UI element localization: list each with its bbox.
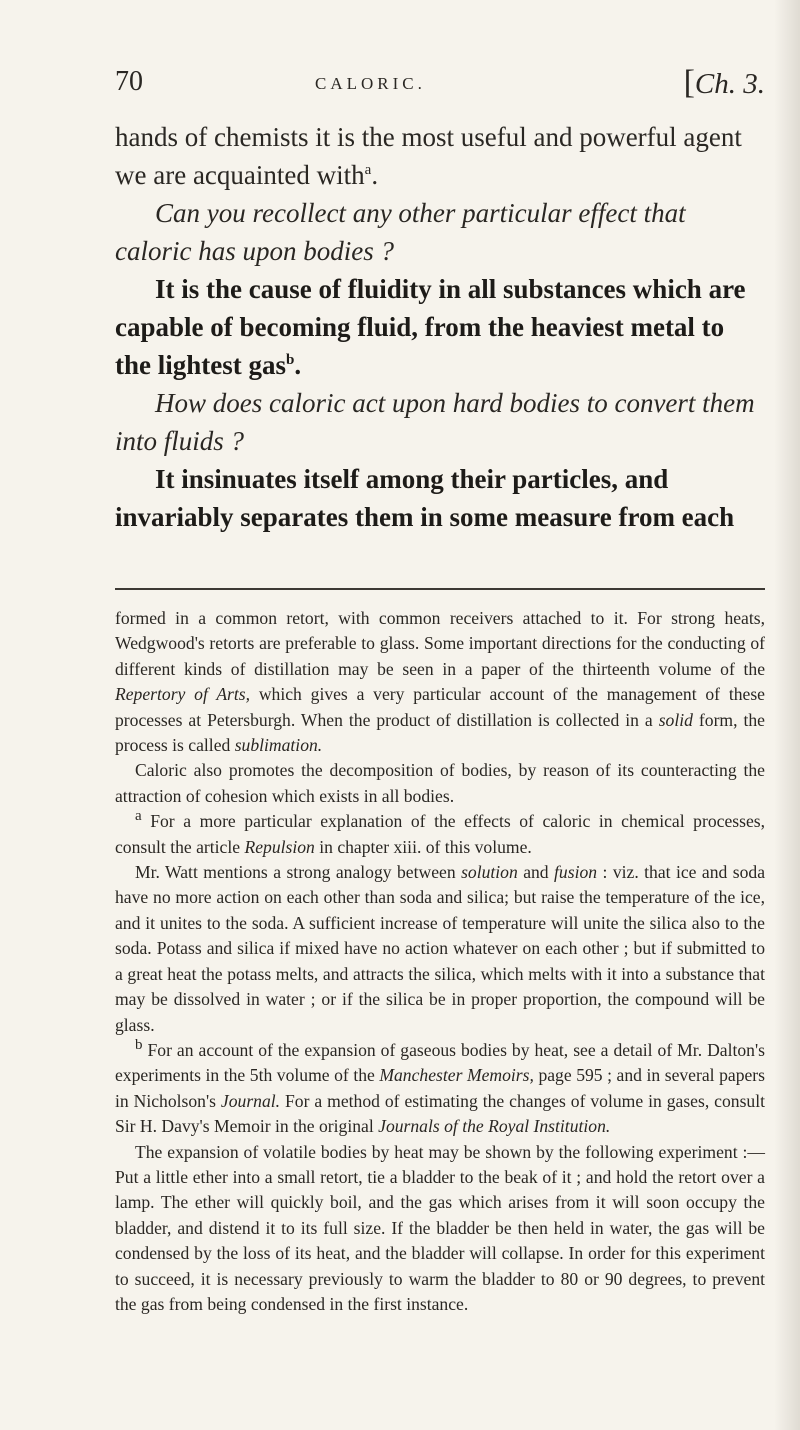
running-header: [115, 62, 765, 102]
page-number: 70: [115, 66, 143, 97]
chapter-label: Ch. 3.: [694, 68, 765, 100]
footnote-divider: [115, 588, 765, 590]
footnotes: [115, 606, 765, 1317]
answer-1: It is the cause of fluidity in all substances which are capable of becoming fluid, from the heaviest metal to the lightest gas$^b$.: [115, 274, 746, 380]
footnote-expansion-paragraph: The expansion of volatile bodies by heat may be shown by the following experiment :—Put a little ether into a small retort, tie a bladder to the beak of it ; and hold the retort over a lamp. The ether will quickly boil, and the gas which arises from it will soon occupy the bladder, and distend it to its full size. If the bladder be then held in water, the gas will be condensed by the loss of its heat, and the bladder will collapse. In order for this experiment to succeed, it is necessary previously to warm the bladder to 80 or 90 degrees, to prevent the gas from being condensed in the first instance.: [115, 1141, 765, 1314]
footnote-marker-b: b: [135, 1037, 143, 1054]
footnote-ref-b: b: [286, 352, 295, 368]
chapter-reference: [Ch. 3.: [683, 64, 765, 101]
footnote-caloric-paragraph: Caloric also promotes the decomposition of bodies, by reason of its counteracting the attraction of cohesion which exists in all bodies.: [115, 760, 765, 806]
answer-2: It insinuates itself among their particles, and invariably separates them in some measure from each: [115, 464, 735, 532]
continuation-paragraph: hands of chemists it is the most useful and powerful agent we are acquainted with$^a$.: [115, 122, 742, 190]
footnote-watt-paragraph: Mr. Watt mentions a strong analogy between solution and fusion : viz. that ice and soda have no more action on each other than soda and silica; but raise the temperature of the ice, and it unites to the soda. A sufficient increase of temperature will unite the silica also to the soda. Potass and silica if mixed have no action whatever on each other ; but if submitted to a great heat the potass melts, and attracts the silica, which melts with it into a substance that may be dissolved in water ; or if the silica be in proper proportion, the compound will be glass.: [115, 862, 765, 1035]
footnote-b: $^b$ For an account of the expansion of gaseous bodies by heat, see a detail of Mr. Dalton's experiments in the 5th volume of the Manchester Memoirs, page 595 ; and in several papers in Nicholson's Journal. For a method of estimating the changes of volume in gases, consult Sir H. Davy's Memoir in the original Journals of the Royal Institution.: [115, 1037, 765, 1137]
main-text: [115, 118, 765, 536]
question-2: How does caloric act upon hard bodies to convert them into fluids ?: [115, 388, 755, 456]
footnote-a: $^a$ For a more particular explanation of the effects of caloric in chemical processes, consult the article Repulsion in chapter xiii. of this volume.: [115, 808, 765, 857]
page-edge-shadow: [774, 0, 800, 1430]
running-title: CALORIC.: [315, 74, 426, 93]
footnote-continuation: formed in a common retort, with common receivers attached to it. For strong heats, Wedgwood's retorts are preferable to glass. Some important directions for the conducting of different kinds of distillation may be seen in a paper of the thirteenth volume of the Repertory of Arts, which gives a very particular account of the management of these processes at Petersburgh. When the product of distillation is collected in a solid form, the process is called sublimation.: [115, 608, 765, 756]
footnote-ref-a: a: [364, 162, 372, 178]
footnote-marker-a: a: [135, 808, 142, 825]
question-1: Can you recollect any other particular effect that caloric has upon bodies ?: [115, 198, 686, 266]
